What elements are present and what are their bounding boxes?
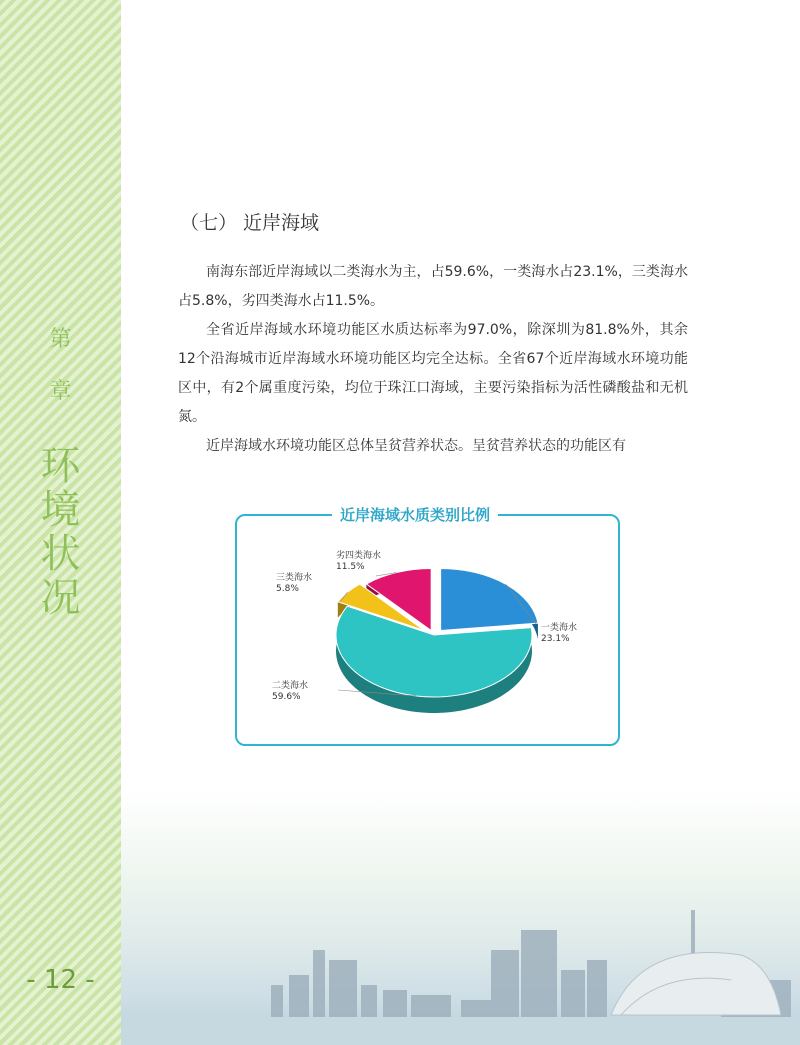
slice-value-1: 59.6%	[272, 692, 301, 702]
pie-slice-0	[441, 569, 538, 631]
slice-label-1: 二类海水	[272, 681, 309, 691]
chapter-title-char-2: 境	[40, 487, 81, 533]
slice-value-3: 11.5%	[336, 562, 365, 572]
chapter-title-char-3: 状	[40, 531, 81, 577]
slice-label-3: 劣四类海水	[336, 551, 382, 561]
chapter-title-char-1: 环	[40, 443, 81, 489]
chapter-label-di: 第	[49, 327, 72, 352]
slice-value-0: 23.1%	[541, 634, 570, 644]
chapter-label-zhang: 章	[49, 379, 72, 404]
paragraph-1: 南海东部近岸海域以二类海水为主，占59.6%，一类海水占23.1%，三类海水占5.8%，劣四类海水占11.5%。	[178, 264, 688, 309]
slice-label-2: 三类海水	[276, 573, 313, 583]
paragraph-3: 近岸海域水环境功能区总体呈贫营养状态。呈贫营养状态的功能区有	[206, 438, 626, 454]
chapter-title-char-4: 况	[40, 575, 81, 621]
section-title: （七） 近岸海域	[180, 212, 320, 234]
cityscape-image	[121, 790, 800, 1045]
page-number: - 12 -	[26, 965, 95, 995]
slice-value-2: 5.8%	[276, 584, 299, 594]
paragraph-2: 全省近岸海域水环境功能区水质达标率为97.0%，除深圳为81.8%外，其余12个沿海城市近岸海域水环境功能区均完全达标。全省67个近岸海域水环境功能区中，有2个属重度污染，均位于珠江口海域，主要污染指标为活性磷酸盐和无机氮。	[178, 322, 688, 425]
chart-title: 近岸海域水质类别比例	[332, 504, 498, 525]
slice-label-0: 一类海水	[541, 623, 578, 633]
pie-chart	[236, 520, 620, 744]
